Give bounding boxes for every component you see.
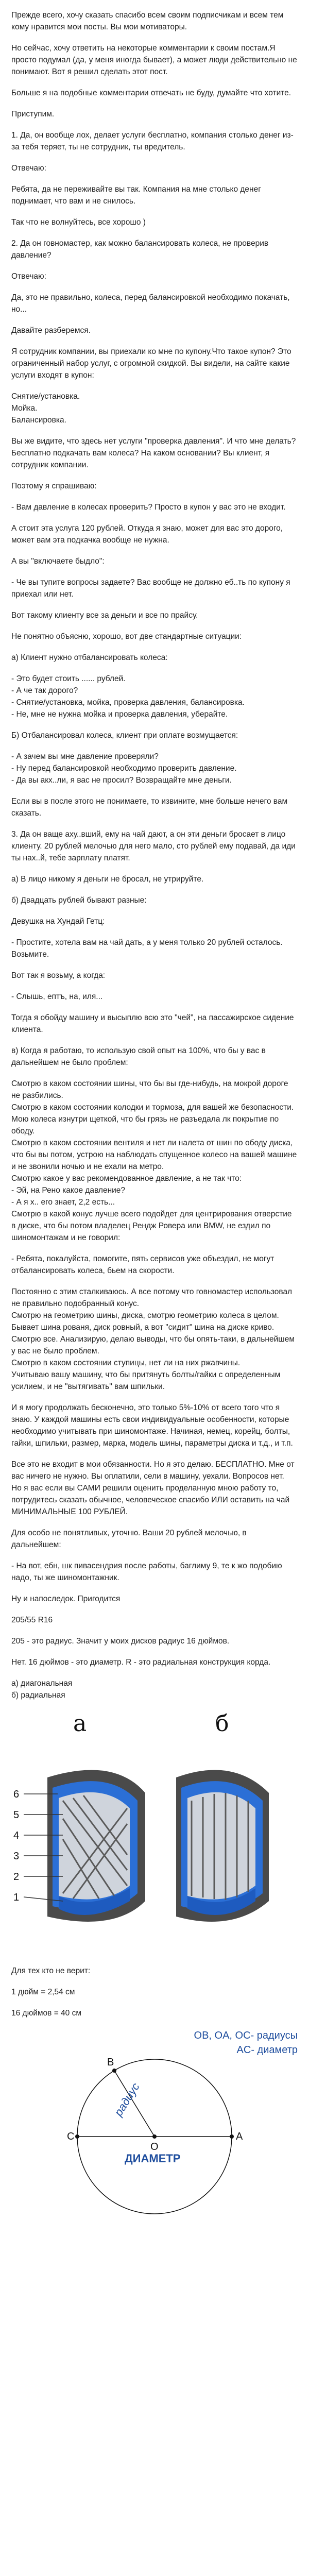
post-paragraph: Приступим. bbox=[11, 110, 55, 118]
diameter-label: ДИАМЕТР bbox=[125, 2152, 181, 2165]
post-paragraph: - Вам давление в колесах проверить? Просто в купон у вас это не входит. bbox=[11, 503, 286, 512]
callout-number: 3 bbox=[13, 1851, 20, 1862]
post-paragraph: - Слышь, ептъ, на, иля... bbox=[11, 992, 103, 1001]
post-paragraph: Ребята, да не переживайте вы так. Компания на мне столько денег поднимает, что вам и не снилось. bbox=[11, 185, 261, 206]
post-paragraph: 1. Да, он вообще лох, делает услуги бесплатно, компания столько денег из-за тебя теряет, ты не сотрудник, ты вредитель. bbox=[11, 131, 294, 151]
callout-number: 2 bbox=[13, 1871, 20, 1883]
post-paragraph: 2. Да он говномастер, как можно балансировать колеса, не проверив давление? bbox=[11, 239, 269, 260]
post-paragraph: Так что не волнуйтесь, все хорошо ) bbox=[11, 218, 146, 227]
post-paragraph: 1 дюйм = 2,54 см bbox=[11, 1988, 75, 1996]
diagonal-tire-illustration bbox=[47, 1770, 145, 1922]
post-paragraph: Да, это не правильно, колеса, перед балансировкой необходимо покачать, но... bbox=[11, 293, 290, 314]
callout-number: 6 bbox=[13, 1789, 20, 1800]
post-paragraph: Давайте разберемся. bbox=[11, 326, 91, 335]
post-paragraph: Прежде всего, хочу сказать спасибо всем своим подписчикам и всем тем кому нравится мои посты. Вы мои мотиваторы. bbox=[11, 11, 284, 31]
legend-line-radii: OB, OA, OC- радиусы bbox=[194, 2030, 298, 2041]
post-paragraph: Для особо не понятливых, уточню. Ваши 20 рублей мелочью, в дальнейшем: bbox=[11, 1529, 247, 1549]
tire-construction-figure bbox=[11, 1710, 298, 1953]
post-paragraph: Все это не входит в мои обязанности. Но я это делаю. БЕСПЛАТНО. Мне от вас ничего не нужно. Вы оплатили, сели в машину, уехали. Вопросов нет. Но я вас если вы САМИ решили оценить проделанную мною работу то, потрудитесь сказать обычное, человеческое спасибо ИЛИ оставить на чай МИНИМАЛЬНЫЕ 100 РУБЛЕЙ. bbox=[11, 1460, 295, 1516]
point-b-label: B bbox=[107, 2057, 114, 2068]
post-paragraph: - Это будет стоить ...... рублей. - А че так дорого? - Снятие/установка, мойка, проверка давления, балансировка. - Не, мне не нужна мойка и проверка давления, уберайте. bbox=[11, 674, 245, 719]
radius-label: радиус bbox=[112, 2080, 142, 2119]
figure-label-b: б bbox=[215, 1710, 229, 1737]
post-paragraph: Не понятно объясню, хорошо, вот две стандартные ситуации: bbox=[11, 632, 242, 641]
post-paragraph: Если вы в после этого не понимаете, то извините, мне больше нечего вам сказать. bbox=[11, 797, 288, 818]
post-paragraph: Смотрю в каком состоянии шины, что бы вы где-нибудь, на мокрой дороге не разбились. Смотрю в каком состоянии колодки и тормоза, для вашей же безопасности. Мою колеса изнутри щеткой, что бы грязь не разъедала лк покрытие по ободу. Смотрю в каком состоянии вентиля и нет ли налета от шин по ободу диска, что бы вы потом, устрою на наблюдать спущенное колесо на вашей машине и не звонили ночью и не ехали на метро. Смотрю какое у вас рекомендованное давление, а не так что: - Эй, на Рено какое давление? - А я х.. его знает, 2,2 есть... Смотрю в какой конус лучше всего подойдет для центрирования отверстие в диске, что бы потом владелец Рендж Ровера или BMW, не ездил по шиномонтажам и не говорил: bbox=[11, 1079, 297, 1242]
post-paragraph: Для тех кто не верит: bbox=[11, 1967, 91, 1975]
tire-cross-section-illustration bbox=[11, 1747, 298, 1942]
post-paragraph: Отвечаю: bbox=[11, 164, 46, 173]
post-paragraph: Нет. 16 дюймов - это диаметр. R - это радиальная конструкция корда. bbox=[11, 1658, 271, 1667]
post-paragraph: а) диагональная б) радиальная bbox=[11, 1679, 73, 1700]
post-paragraph: Тогда я обойду машину и высыплю всю это "чей", на пассажирское сидение клиента. bbox=[11, 1013, 294, 1034]
post-paragraph: в) Когда я работаю, то использую свой опыт на 100%, что бы у вас в дальнейшем не было проблем: bbox=[11, 1046, 266, 1067]
point-c-label: C bbox=[67, 2131, 75, 2142]
post-paragraph: Вы же видите, что здесь нет услуги "проверка давления". И что мне делать? Бесплатно подкачать вам колеса? На каком основании? Вы клиент, я сотрудник компании. bbox=[11, 437, 296, 469]
post-paragraph: Отвечаю: bbox=[11, 272, 46, 281]
figure-label-a: а bbox=[73, 1710, 87, 1737]
post-paragraph: 205 - это радиус. Значит у моих дисков радиус 16 дюймов. bbox=[11, 1637, 230, 1646]
post-paragraph: Б) Отбалансировал колеса, клиент при оплате возмущается: bbox=[11, 731, 238, 740]
post-paragraph: а) В лицо никому я деньги не бросал, не утрируйте. bbox=[11, 875, 204, 884]
post-paragraph: Я сотрудник компании, вы приехали ко мне по купону.Что такое купон? Это ограниченный набор услуг, с огромной скидкой. Вы видели, на сайте какие услуги входят в купон: bbox=[11, 347, 291, 380]
post-paragraph: Ну и напоследок. Пригодится bbox=[11, 1595, 121, 1603]
post-paragraph: - Ребята, покалуйста, помогите, пять сервисов уже объездил, не могут отбалансировать колеса, бьем на скорости. bbox=[11, 1255, 274, 1275]
callout-number: 4 bbox=[13, 1830, 20, 1841]
legend-line-diameter: AC- диаметр bbox=[236, 2044, 298, 2056]
post-paragraph: А вы "включаете быдло": bbox=[11, 557, 105, 566]
post-paragraph: Постоянно с этим сталкиваюсь. А все потому что говномастер использовал не правильно подобранный конус. Смотрю на геометрию шины, диска, смотрю геометрию колеса в целом. Бывает шина рованя, диск ровный, а вот "сидит" шина на диске криво. Смотрю все. Анализирую, делаю выводы, что бы опять-таки, в дальнейшем у вас не было проблем. Смотрю в каком состоянии ступицы, нет ли на них ржавчины. Учитываю вашу машину, что бы притянуть болты/гайки с определенным усилием, и не "вытягивать" вам шпильки. bbox=[11, 1287, 295, 1391]
post-paragraph: б) Двадцать рублей бывают разные: bbox=[11, 896, 147, 905]
point-o-label: O bbox=[150, 2141, 159, 2153]
post-paragraph: Девушка на Хундай Гетц: bbox=[11, 917, 105, 926]
post-paragraph: 205/55 R16 bbox=[11, 1616, 53, 1624]
radial-tire-illustration bbox=[176, 1770, 269, 1922]
post-paragraph: 3. Да он ваще аху..вший, ему на чай дают, а он эти деньги бросает в лицо клиенту. 20 рублей мелочью для него мало, сто рублей ему подавай, да иди ты нах..й, тебе зарплату платят. bbox=[11, 830, 296, 862]
post-paragraph: - Че вы тупите вопросы задаете? Вас вообще не должно еб..ть по купону я приехал или нет. bbox=[11, 578, 290, 599]
callout-number: 5 bbox=[13, 1809, 20, 1821]
point-a-label: A bbox=[236, 2131, 243, 2142]
post-paragraph: Вот такому клиенту все за деньги и все по прайсу. bbox=[11, 611, 198, 620]
diagram-legend bbox=[194, 2028, 298, 2057]
post-paragraph: А стоит эта услуга 120 рублей. Откуда я знаю, может для вас это дорого, может вам эта подкачка вообще не нужна. bbox=[11, 524, 283, 545]
post-paragraph: а) Клиент нужно отбалансировать колеса: bbox=[11, 653, 168, 662]
circle-diagram bbox=[11, 2028, 298, 2224]
post-paragraph: - Простите, хотела вам на чай дать, а у меня только 20 рублей осталось. Возьмите. bbox=[11, 938, 283, 959]
post-paragraph: Вот так я возьму, а когда: bbox=[11, 971, 106, 980]
callout-number: 1 bbox=[13, 1892, 20, 1903]
post-body bbox=[11, 9, 298, 1701]
post-body-after bbox=[11, 1965, 298, 2019]
post-paragraph: Поэтому я спрашиваю: bbox=[11, 482, 97, 490]
post-paragraph: 16 дюймов = 40 см bbox=[11, 2009, 82, 2018]
post-paragraph: Больше я на подобные комментарии отвечать не буду, думайте что хотите. bbox=[11, 89, 291, 97]
post-paragraph: Но сейчас, хочу ответить на некоторые комментарии к своим постам.Я просто подумал (да, у меня иногда бывает), а может люди действительно не понимают. Вот я решил сделать этот пост. bbox=[11, 44, 297, 76]
post-paragraph: Снятие/установка. Мойка. Балансировка. bbox=[11, 392, 80, 425]
post-paragraph: - На вот, ебн, шк пивасендрия после работы, баглиму 9, те к жо подобию надо, ты же шиномонтажник. bbox=[11, 1562, 282, 1582]
post-paragraph: - А зачем вы мне давление проверяли? - Ну перед балансировкой необходимо проверить давление. - Да вы акх..ли, я вас не просил? Возвращайте мне деньги. bbox=[11, 752, 237, 785]
circle-radius-diameter-illustration bbox=[11, 2028, 298, 2224]
post-paragraph: И я могу продолжать бесконечно, это только 5%-10% от всего того что я знаю. У каждой машины есть свои индивидуальные особенности, которые необходимо учитывать при шиномонтаже. Начиная, немец, корейц, болты, гайки, шпильки, размер, марка, модель шины, параметры диска и т.д., и т.п. bbox=[11, 1403, 293, 1448]
